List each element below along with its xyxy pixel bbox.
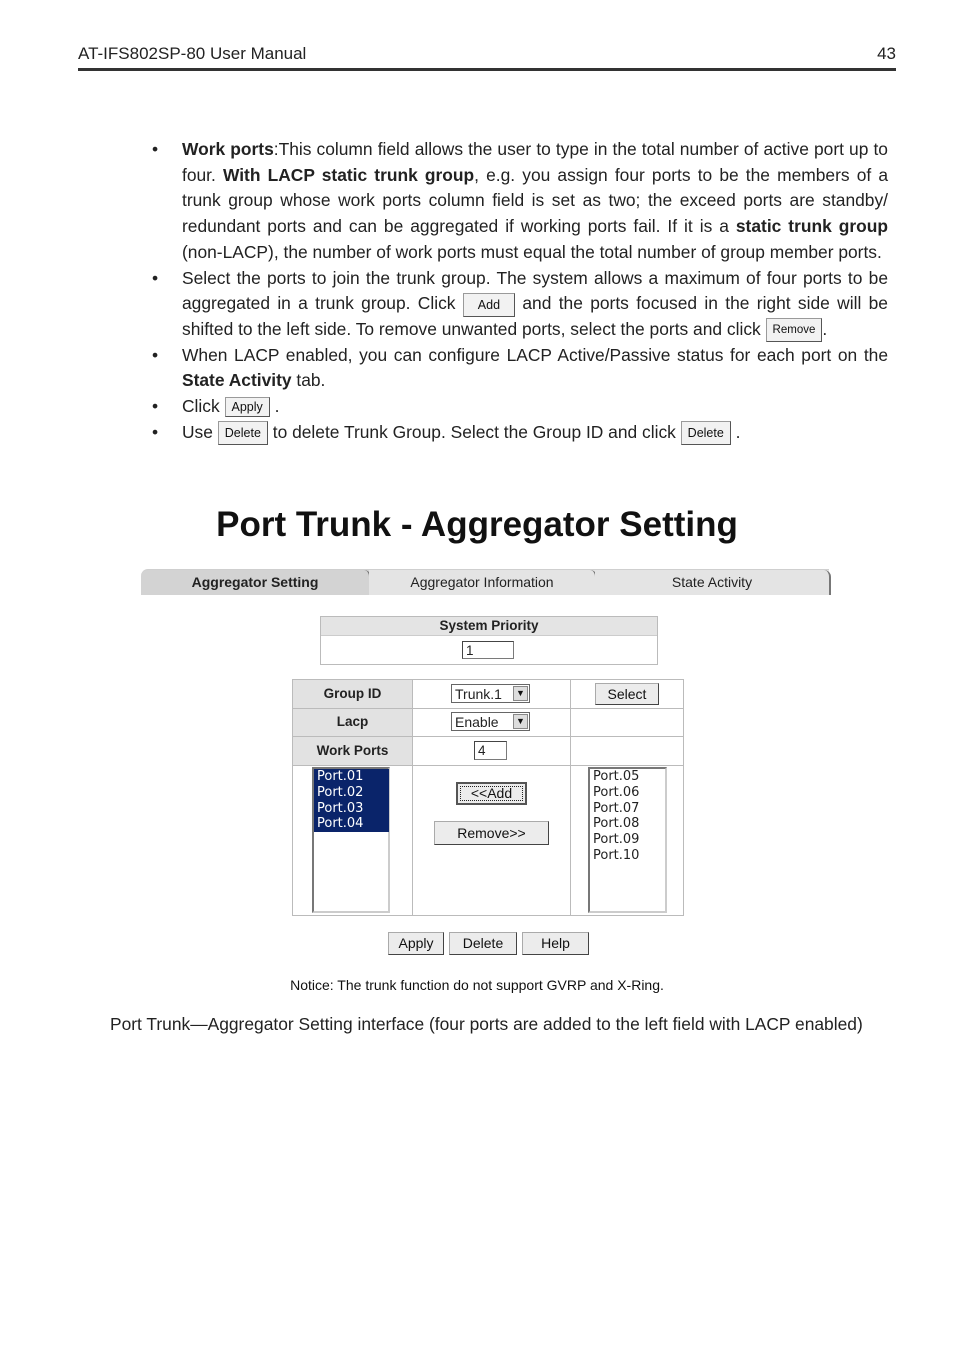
list-item[interactable]: Port.04: [314, 816, 389, 832]
notice-text: Notice: The trunk function do not support GVRP and X-Ring.: [290, 977, 664, 993]
grid-line: [293, 765, 683, 766]
bullet-bold: static trunk group: [735, 216, 888, 237]
lacp-value: Enable: [455, 714, 499, 730]
bullet-text: .: [730, 421, 741, 442]
help-button[interactable]: Help: [522, 932, 589, 955]
bullet-text: .: [269, 396, 280, 417]
group-id-value: Trunk.1: [455, 686, 502, 702]
bullet-term: Work ports: [182, 139, 274, 159]
bullet-text: When LACP enabled, you can configure LACP Active/Passive status for each port on the: [182, 344, 888, 365]
list-item[interactable]: Port.02: [314, 785, 389, 801]
tab-aggregator-information[interactable]: [369, 569, 595, 595]
figure-title: Port Trunk - Aggregator Setting: [216, 505, 738, 544]
list-item[interactable]: Port.01: [314, 769, 389, 785]
chevron-down-icon: ▼: [513, 686, 528, 701]
apply-button[interactable]: Apply: [388, 932, 444, 955]
grid-line: [570, 680, 571, 915]
right-port-list[interactable]: [588, 767, 667, 913]
system-priority-label: System Priority: [321, 617, 657, 636]
bullet-dot: •: [152, 396, 159, 417]
bullet-text: and the ports focused in the right side will be shifted to the left side. To remove unwanted ports, select the ports and click: [182, 293, 888, 339]
group-id-label: Group ID: [293, 680, 412, 708]
apply-button-image: Apply: [225, 397, 270, 417]
grid-line: [412, 680, 413, 915]
list-item[interactable]: Port.10: [593, 847, 640, 863]
bullet-dot: •: [152, 421, 159, 442]
tab-state-activity[interactable]: [595, 569, 829, 595]
bullet-select-ports: [148, 266, 888, 343]
manual-title: AT-IFS802SP-80 User Manual: [78, 44, 307, 63]
work-ports-input[interactable]: 4: [474, 741, 507, 760]
bullet-text: , e.g. you assign four ports to be the members of a trunk group whose work ports column field is set as two; the exceed ports are standby/ redundant ports and can be aggregated if working ports fail. If it is a: [182, 164, 888, 237]
tab-edge: [824, 570, 831, 595]
group-id-select[interactable]: [451, 684, 530, 703]
page-number: 43: [877, 44, 896, 63]
list-item[interactable]: Port.06: [593, 784, 640, 800]
bullet-text: Click: [182, 396, 225, 417]
lacp-select[interactable]: [451, 712, 530, 731]
grid-line: [293, 736, 683, 737]
list-item[interactable]: Port.07: [593, 800, 640, 816]
bullet-delete: [148, 420, 888, 446]
tab-label: State Activity: [671, 574, 753, 590]
work-ports-label: Work Ports: [293, 736, 412, 765]
figure-caption: Port Trunk—Aggregator Setting interface (four ports are added to the left field with LACP enabled): [110, 1014, 863, 1034]
bullet-text: (non-LACP), the number of work ports must equal the total number of group member ports.: [182, 241, 882, 262]
grid-line: [293, 708, 683, 709]
bullet-work-ports: [148, 137, 888, 266]
tab-aggregator-setting[interactable]: [141, 569, 369, 595]
remove-button[interactable]: Remove>>: [434, 821, 549, 845]
bullet-list: [148, 137, 888, 445]
bullet-bold: With LACP static trunk group: [222, 164, 475, 185]
remove-button-image: Remove: [766, 318, 823, 342]
bullet-lacp: [148, 343, 888, 394]
list-item[interactable]: Port.03: [314, 801, 389, 817]
bullet-dot: •: [152, 344, 159, 365]
select-button[interactable]: Select: [595, 683, 659, 705]
add-button-image: Add: [463, 293, 515, 317]
bullet-dot: •: [152, 139, 159, 159]
bullet-text: to delete Trunk Group. Select the Group ID and click: [267, 421, 681, 442]
bullet-text: tab.: [291, 370, 326, 391]
tab-label: Aggregator Setting: [191, 574, 319, 590]
list-item[interactable]: Port.05: [593, 769, 640, 784]
chevron-down-icon: ▼: [513, 714, 528, 729]
bullet-text: Select the ports to join the trunk group. The system allows a maximum of four ports to be aggregated in a trunk group. Click: [182, 267, 888, 314]
left-port-list[interactable]: [312, 767, 390, 913]
system-priority-input[interactable]: 1: [462, 641, 514, 659]
bullet-apply: [148, 394, 888, 420]
delete-button[interactable]: Delete: [449, 932, 517, 955]
tab-label: Aggregator Information: [410, 574, 554, 590]
tab-bar: [141, 569, 833, 594]
bullet-text: .: [822, 318, 828, 339]
lacp-label: Lacp: [293, 708, 412, 736]
trunk-config-table: [292, 679, 684, 916]
system-priority-panel: [320, 616, 658, 665]
list-item[interactable]: Port.09: [593, 832, 640, 848]
bullet-text: :This column field allows the user to type in the total number of active port up to four.: [182, 139, 888, 185]
add-button[interactable]: <<Add: [456, 782, 527, 805]
page-header: [78, 44, 896, 71]
bullet-text: Use: [182, 421, 218, 442]
list-item[interactable]: Port.08: [593, 816, 640, 832]
bullet-dot: •: [152, 267, 159, 288]
delete-button-image: Delete: [681, 421, 731, 445]
bullet-bold: State Activity: [182, 370, 292, 391]
delete-button-image: Delete: [218, 421, 268, 445]
